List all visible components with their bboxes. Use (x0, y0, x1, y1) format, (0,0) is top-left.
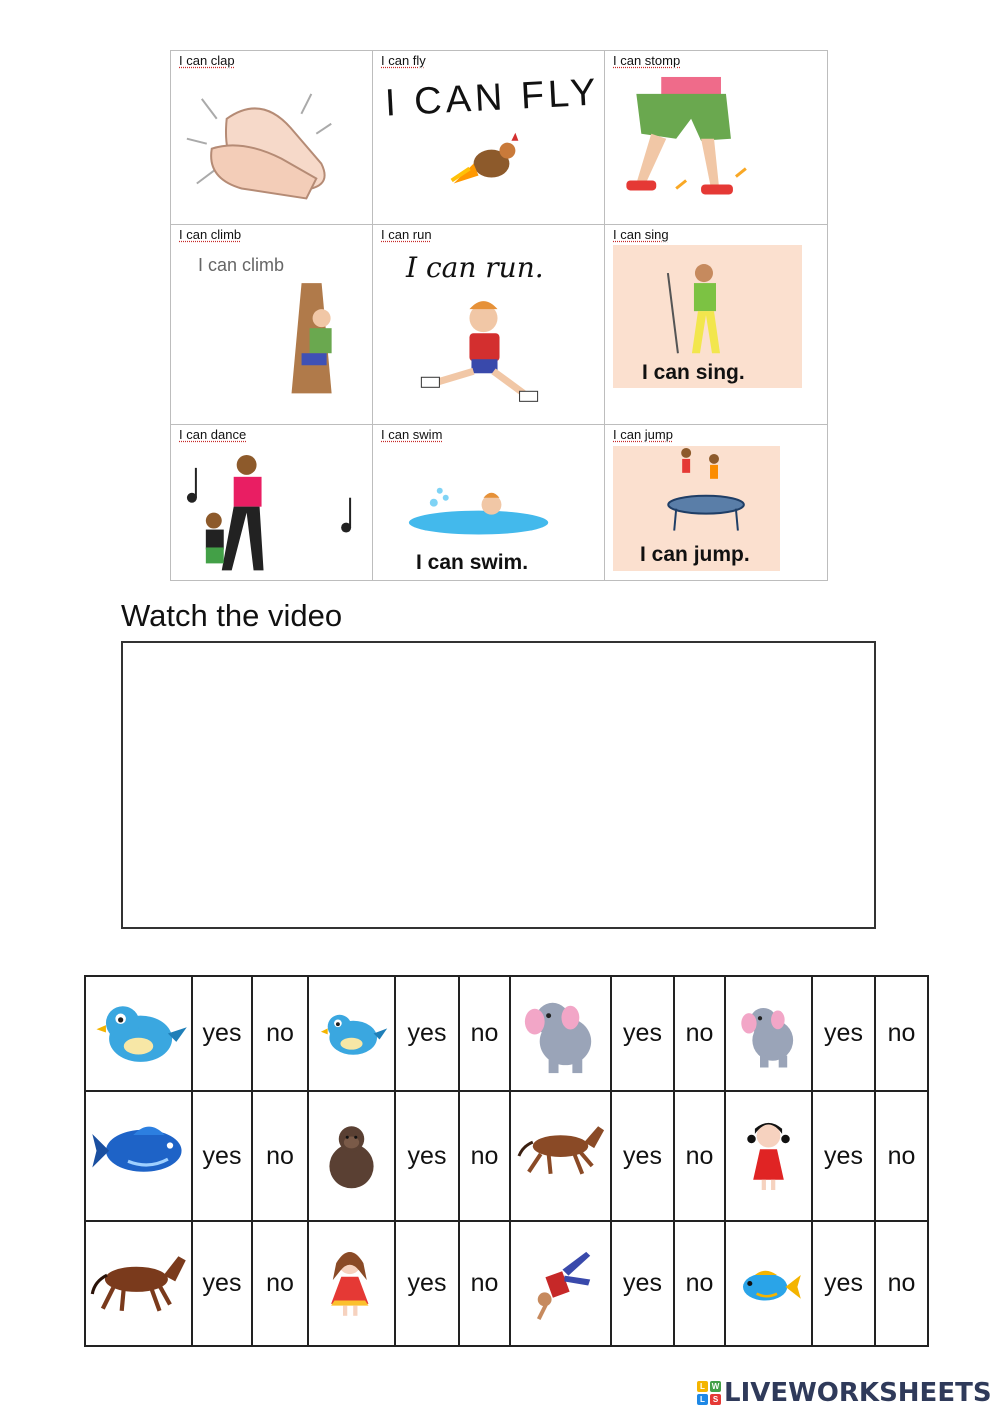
sing-icon (605, 243, 827, 423)
cell-dance (171, 424, 373, 580)
caption-climb: I can climb (179, 227, 242, 243)
clap-icon (171, 69, 372, 224)
no-option[interactable]: no (674, 976, 725, 1091)
caption-fly: I can fly (381, 53, 426, 68)
elephant-icon (510, 976, 611, 1091)
video-player[interactable] (121, 641, 876, 929)
bird-icon (308, 976, 395, 1091)
jump-art-text: I can jump. (640, 542, 750, 566)
yes-option[interactable]: yes (395, 1091, 459, 1221)
no-option[interactable]: no (875, 1221, 928, 1346)
girl-icon (725, 1091, 812, 1221)
cell-fly (373, 51, 605, 225)
sing-art-text: I can sing. (642, 361, 745, 385)
no-option[interactable]: no (252, 1091, 308, 1221)
yes-option[interactable]: yes (395, 976, 459, 1091)
yes-option[interactable]: yes (812, 1091, 875, 1221)
climb-icon (171, 243, 372, 423)
swim-art-text: I can swim. (416, 550, 529, 574)
run-icon (373, 243, 604, 423)
cell-stomp (605, 51, 828, 225)
answer-table (84, 975, 929, 1347)
stomp-icon (605, 69, 827, 224)
liveworksheets-logo (697, 1378, 992, 1408)
horse-icon (85, 1221, 192, 1346)
logo-text: LIVEWORKSHEETS (724, 1378, 992, 1408)
caption-jump: I can jump (613, 426, 673, 442)
yes-option[interactable]: yes (611, 1091, 674, 1221)
yes-option[interactable]: yes (611, 1221, 674, 1346)
climb-art-text: I can climb (198, 255, 285, 276)
jump-icon (605, 443, 827, 580)
bird-icon (85, 976, 192, 1091)
yes-option[interactable]: yes (812, 1221, 875, 1346)
no-option[interactable]: no (252, 976, 308, 1091)
no-option[interactable]: no (459, 1091, 510, 1221)
caption-sing: I can sing (613, 227, 669, 243)
fly-art-text: I CAN FLY (384, 71, 601, 125)
dance-icon (171, 443, 372, 580)
fly-icon (373, 69, 604, 224)
swim-icon (373, 443, 604, 580)
no-option[interactable]: no (875, 976, 928, 1091)
yes-option[interactable]: yes (192, 976, 252, 1091)
run-art-text: I can run. (406, 251, 544, 285)
no-option[interactable]: no (459, 1221, 510, 1346)
fish-icon (85, 1091, 192, 1221)
cell-clap (171, 51, 373, 225)
no-option[interactable]: no (252, 1221, 308, 1346)
caption-swim: I can swim (381, 426, 443, 442)
yes-option[interactable]: yes (192, 1091, 252, 1221)
yes-option[interactable]: yes (395, 1221, 459, 1346)
no-option[interactable]: no (875, 1091, 928, 1221)
breakdancer-icon (510, 1221, 611, 1346)
activity-grid (170, 50, 828, 581)
tropical-fish-icon (725, 1221, 812, 1346)
no-option[interactable]: no (674, 1221, 725, 1346)
caption-dance: I can dance (179, 426, 247, 442)
cell-swim (373, 424, 605, 580)
elephant-icon (725, 976, 812, 1091)
no-option[interactable]: no (459, 976, 510, 1091)
caption-clap: I can clap (179, 53, 235, 68)
yes-option[interactable]: yes (192, 1221, 252, 1346)
singing-girl-icon (308, 1221, 395, 1346)
caption-run: I can run (381, 227, 432, 243)
cell-run (373, 225, 605, 424)
logo-squares-icon: L W L S (697, 1381, 721, 1405)
gorilla-icon (308, 1091, 395, 1221)
no-option[interactable]: no (674, 1091, 725, 1221)
horse-icon (510, 1091, 611, 1221)
video-title: Watch the video (121, 598, 343, 633)
cell-jump (605, 424, 828, 580)
cell-climb (171, 225, 373, 424)
yes-option[interactable]: yes (812, 976, 875, 1091)
yes-option[interactable]: yes (611, 976, 674, 1091)
caption-stomp: I can stomp (613, 53, 681, 68)
cell-sing (605, 225, 828, 424)
